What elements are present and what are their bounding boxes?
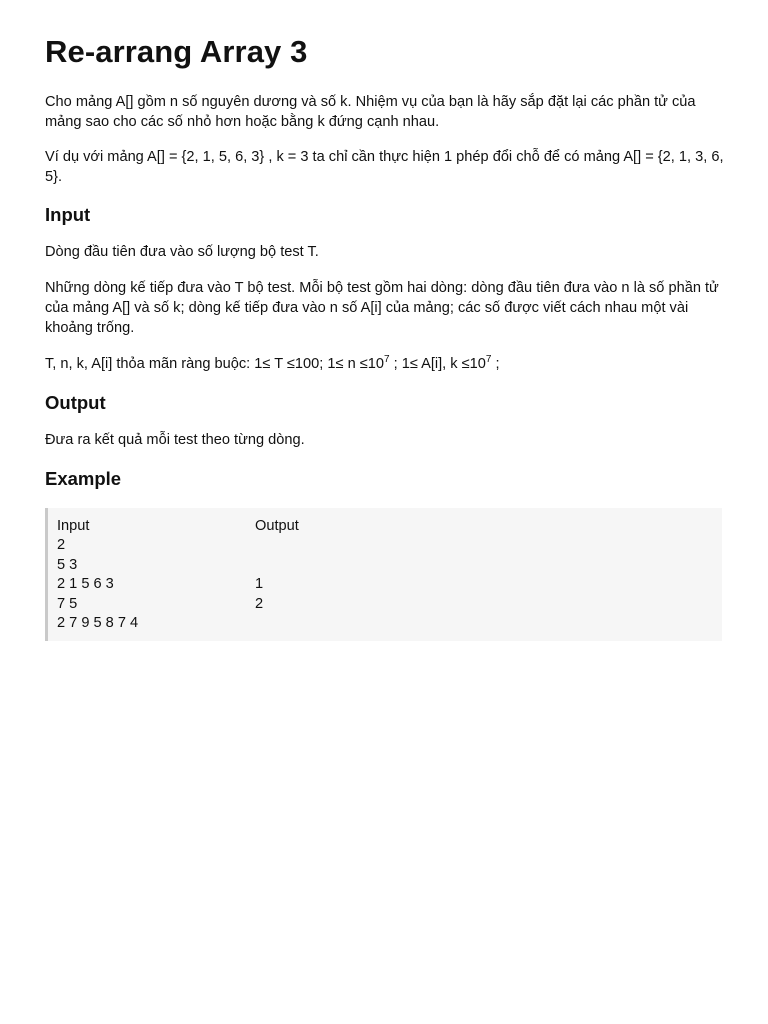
example-output-line xyxy=(255,536,299,555)
example-output-header: Output xyxy=(255,518,299,534)
example-input-line: 2 7 9 5 8 7 4 xyxy=(57,614,139,631)
example-output-line xyxy=(255,556,299,575)
example-input-line: 2 1 5 6 3 xyxy=(57,576,114,593)
example-output-line: 1 xyxy=(255,576,264,593)
description-paragraph-2: Ví dụ với mảng A[] = {2, 1, 5, 6, 3} , k = 3 ta chỉ cần thực hiện 1 phép đổi chỗ để có mảng A[] = {2, 1, 3, 6, 5}. xyxy=(45,149,724,185)
input-paragraph-1: Dòng đầu tiên đưa vào số lượng bộ test T. xyxy=(45,244,319,260)
example-input-column xyxy=(57,517,138,633)
output-heading: Output xyxy=(45,392,106,413)
example-input-line: 7 5 xyxy=(57,595,78,612)
constraints-paragraph xyxy=(45,354,725,374)
example-output-column xyxy=(255,517,299,614)
output-paragraph-1: Đưa ra kết quả mỗi test theo từng dòng. xyxy=(45,432,305,448)
example-input-line: 2 xyxy=(57,537,66,554)
example-input-header: Input xyxy=(57,518,90,534)
example-table xyxy=(45,508,722,641)
example-input-line: 5 3 xyxy=(57,556,78,573)
constraints-text-1: T, n, k, A[i] thỏa mãn ràng buộc: 1≤ T ≤100; 1≤ n ≤10 xyxy=(45,356,384,372)
constraints-text-2: ; 1≤ A[i], k ≤10 xyxy=(389,356,486,372)
input-heading: Input xyxy=(45,204,91,225)
input-paragraph-2: Những dòng kế tiếp đưa vào T bộ test. Mỗi bộ test gồm hai dòng: dòng đầu tiên đưa vào n là số phần tử của mảng A[] và số k; dòng kế tiếp đưa vào n số A[i] của mảng; các số được viết cách nhau một vài khoảng trống. xyxy=(45,280,719,336)
description-paragraph-1: Cho mảng A[] gồm n số nguyên dương và số k. Nhiệm vụ của bạn là hãy sắp đặt lại các phần tử của mảng sao cho các số nhỏ hơn hoặc bằng k đứng cạnh nhau. xyxy=(45,94,696,130)
page-title: Re-arrang Array 3 xyxy=(45,34,308,69)
example-output-line: 2 xyxy=(255,595,264,612)
constraints-text-3: ; xyxy=(491,356,500,372)
example-heading: Example xyxy=(45,468,122,489)
constraints-exponent-1: 7 xyxy=(383,354,390,365)
constraints-exponent-2: 7 xyxy=(485,354,492,365)
